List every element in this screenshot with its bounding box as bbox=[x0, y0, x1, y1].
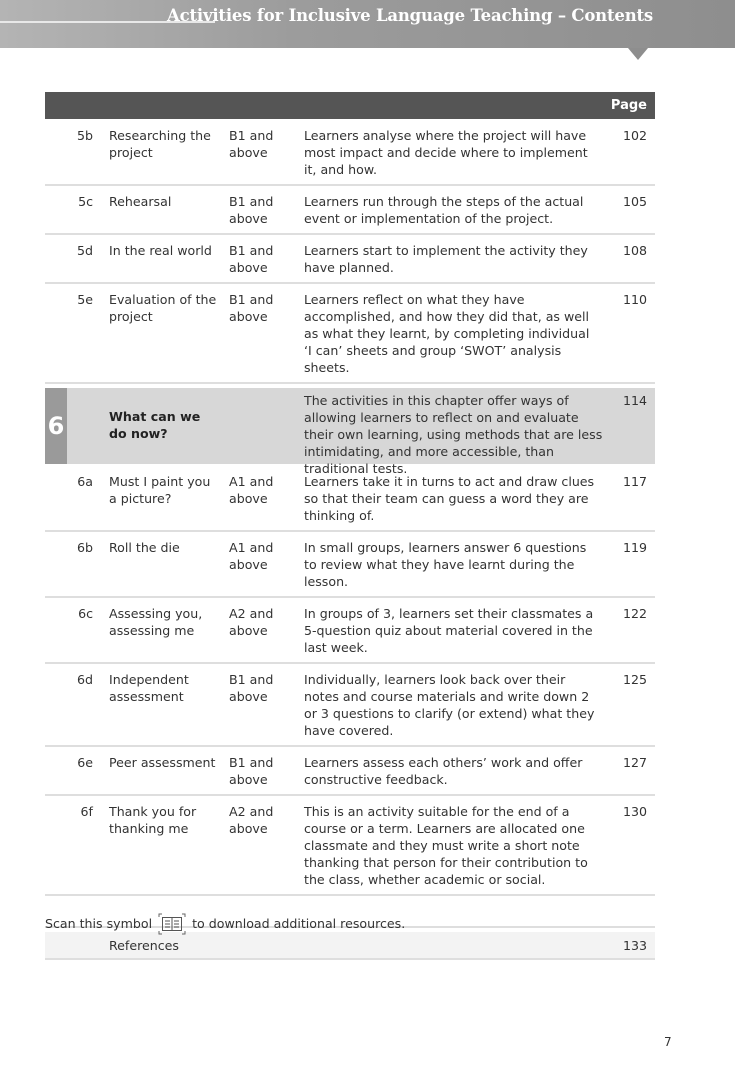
activity-row[interactable] bbox=[45, 536, 655, 598]
activity-description: Individually, learners look back over their notes and course materials and write down 2 or 3 questions to clarify (or extend) what they have covered. bbox=[304, 672, 595, 738]
banner-notch bbox=[628, 48, 648, 60]
activity-code: 5b bbox=[76, 128, 93, 143]
scan-text-before: Scan this symbol bbox=[45, 915, 153, 931]
activity-title: Must I paint you a picture? bbox=[109, 474, 211, 506]
activity-title: Rehearsal bbox=[109, 194, 172, 209]
activity-row[interactable] bbox=[45, 668, 655, 747]
activity-code: 6c bbox=[78, 606, 93, 621]
activity-description: Learners analyse where the project will have most impact and decide where to implement it, and how. bbox=[304, 128, 588, 177]
activity-code: 5d bbox=[76, 243, 93, 258]
activity-description: Learners take it in turns to act and draw clues so that their team can guess a word they are thinking of. bbox=[304, 474, 595, 523]
activity-code: 6a bbox=[77, 474, 93, 489]
activity-page: 102 bbox=[622, 128, 647, 143]
activity-level: B1 and above bbox=[229, 755, 274, 787]
references-row[interactable] bbox=[45, 932, 655, 960]
activity-title: Researching the project bbox=[109, 128, 211, 160]
activity-description: Learners run through the steps of the actual event or implementation of the project. bbox=[304, 194, 584, 226]
page-title: Activities for Inclusive Language Teaching – Contents bbox=[167, 6, 653, 25]
activity-level: B1 and above bbox=[229, 292, 274, 324]
activity-description: This is an activity suitable for the end of a course or a term. Learners are allocated one classmate and they must write a short note thanking that person for their contribution to the class, whether academic or social. bbox=[304, 804, 588, 887]
activity-code: 6b bbox=[76, 540, 93, 555]
activity-description: In groups of 3, learners set their classmates a 5-question quiz about material covered in the last week. bbox=[304, 606, 594, 655]
activity-page: 117 bbox=[622, 474, 647, 489]
activity-row[interactable] bbox=[45, 470, 655, 532]
activity-level: B1 and above bbox=[229, 194, 274, 226]
activity-page: 108 bbox=[622, 243, 647, 258]
activity-title: Peer assessment bbox=[109, 755, 216, 770]
activity-row[interactable] bbox=[45, 288, 655, 384]
activity-row[interactable] bbox=[45, 602, 655, 664]
chapter-number: 6 bbox=[45, 388, 67, 464]
table-header bbox=[45, 92, 655, 119]
activity-level: B1 and above bbox=[229, 128, 274, 160]
activity-page: 130 bbox=[622, 804, 647, 819]
chapter-row[interactable] bbox=[45, 388, 655, 476]
contents-table bbox=[45, 124, 655, 960]
chapter-page: 114 bbox=[622, 393, 647, 408]
activity-code: 6e bbox=[77, 755, 93, 770]
activity-level: A2 and above bbox=[229, 606, 274, 638]
page-column-label: Page bbox=[610, 98, 647, 113]
activity-title: Assessing you, assessing me bbox=[109, 606, 203, 638]
activity-title: Roll the die bbox=[109, 540, 180, 555]
activity-row[interactable] bbox=[45, 800, 655, 896]
activity-description: Learners reflect on what they have accomplished, and how they did that, as well as what they learnt, by completing individual ‘I can’ sheets and group ‘SWOT’ analysis sheets. bbox=[304, 292, 590, 375]
scan-text-after: to download additional resources. bbox=[192, 915, 406, 931]
activity-description: In small groups, learners answer 6 questions to review what they have learnt during the lesson. bbox=[304, 540, 587, 589]
activity-row[interactable] bbox=[45, 190, 655, 235]
activity-page: 125 bbox=[622, 672, 647, 687]
references-label: References bbox=[109, 938, 179, 953]
activity-level: B1 and above bbox=[229, 672, 274, 704]
book-scan-icon bbox=[158, 913, 186, 933]
scan-note bbox=[45, 913, 405, 933]
activity-description: Learners assess each others’ work and offer constructive feedback. bbox=[304, 755, 583, 787]
activity-level: A1 and above bbox=[229, 474, 274, 506]
activity-row[interactable] bbox=[45, 751, 655, 796]
activity-level: A2 and above bbox=[229, 804, 274, 836]
page-number: 7 bbox=[664, 1035, 672, 1049]
chapter-title: What can we do now? bbox=[109, 409, 201, 441]
activity-level: A1 and above bbox=[229, 540, 274, 572]
references-page: 133 bbox=[622, 938, 647, 953]
activity-page: 119 bbox=[622, 540, 647, 555]
activity-code: 6f bbox=[80, 804, 93, 819]
activity-code: 5e bbox=[77, 292, 93, 307]
activity-description: Learners start to implement the activity they have planned. bbox=[304, 243, 588, 275]
activity-page: 110 bbox=[622, 292, 647, 307]
activity-page: 122 bbox=[622, 606, 647, 621]
activity-title: In the real world bbox=[109, 243, 212, 258]
activity-code: 6d bbox=[76, 672, 93, 687]
activity-title: Independent assessment bbox=[109, 672, 189, 704]
chapter-description: The activities in this chapter offer ways of allowing learners to reflect on and evaluate their own learning, using methods that are less intimidating, and more accessible, than traditional tests. bbox=[304, 393, 603, 476]
header-banner bbox=[0, 0, 735, 48]
activity-title: Evaluation of the project bbox=[109, 292, 217, 324]
activity-title: Thank you for thanking me bbox=[109, 804, 197, 836]
activity-code: 5c bbox=[78, 194, 93, 209]
activity-page: 105 bbox=[622, 194, 647, 209]
activity-row[interactable] bbox=[45, 239, 655, 284]
activity-level: B1 and above bbox=[229, 243, 274, 275]
activity-row[interactable] bbox=[45, 124, 655, 186]
activity-page: 127 bbox=[622, 755, 647, 770]
